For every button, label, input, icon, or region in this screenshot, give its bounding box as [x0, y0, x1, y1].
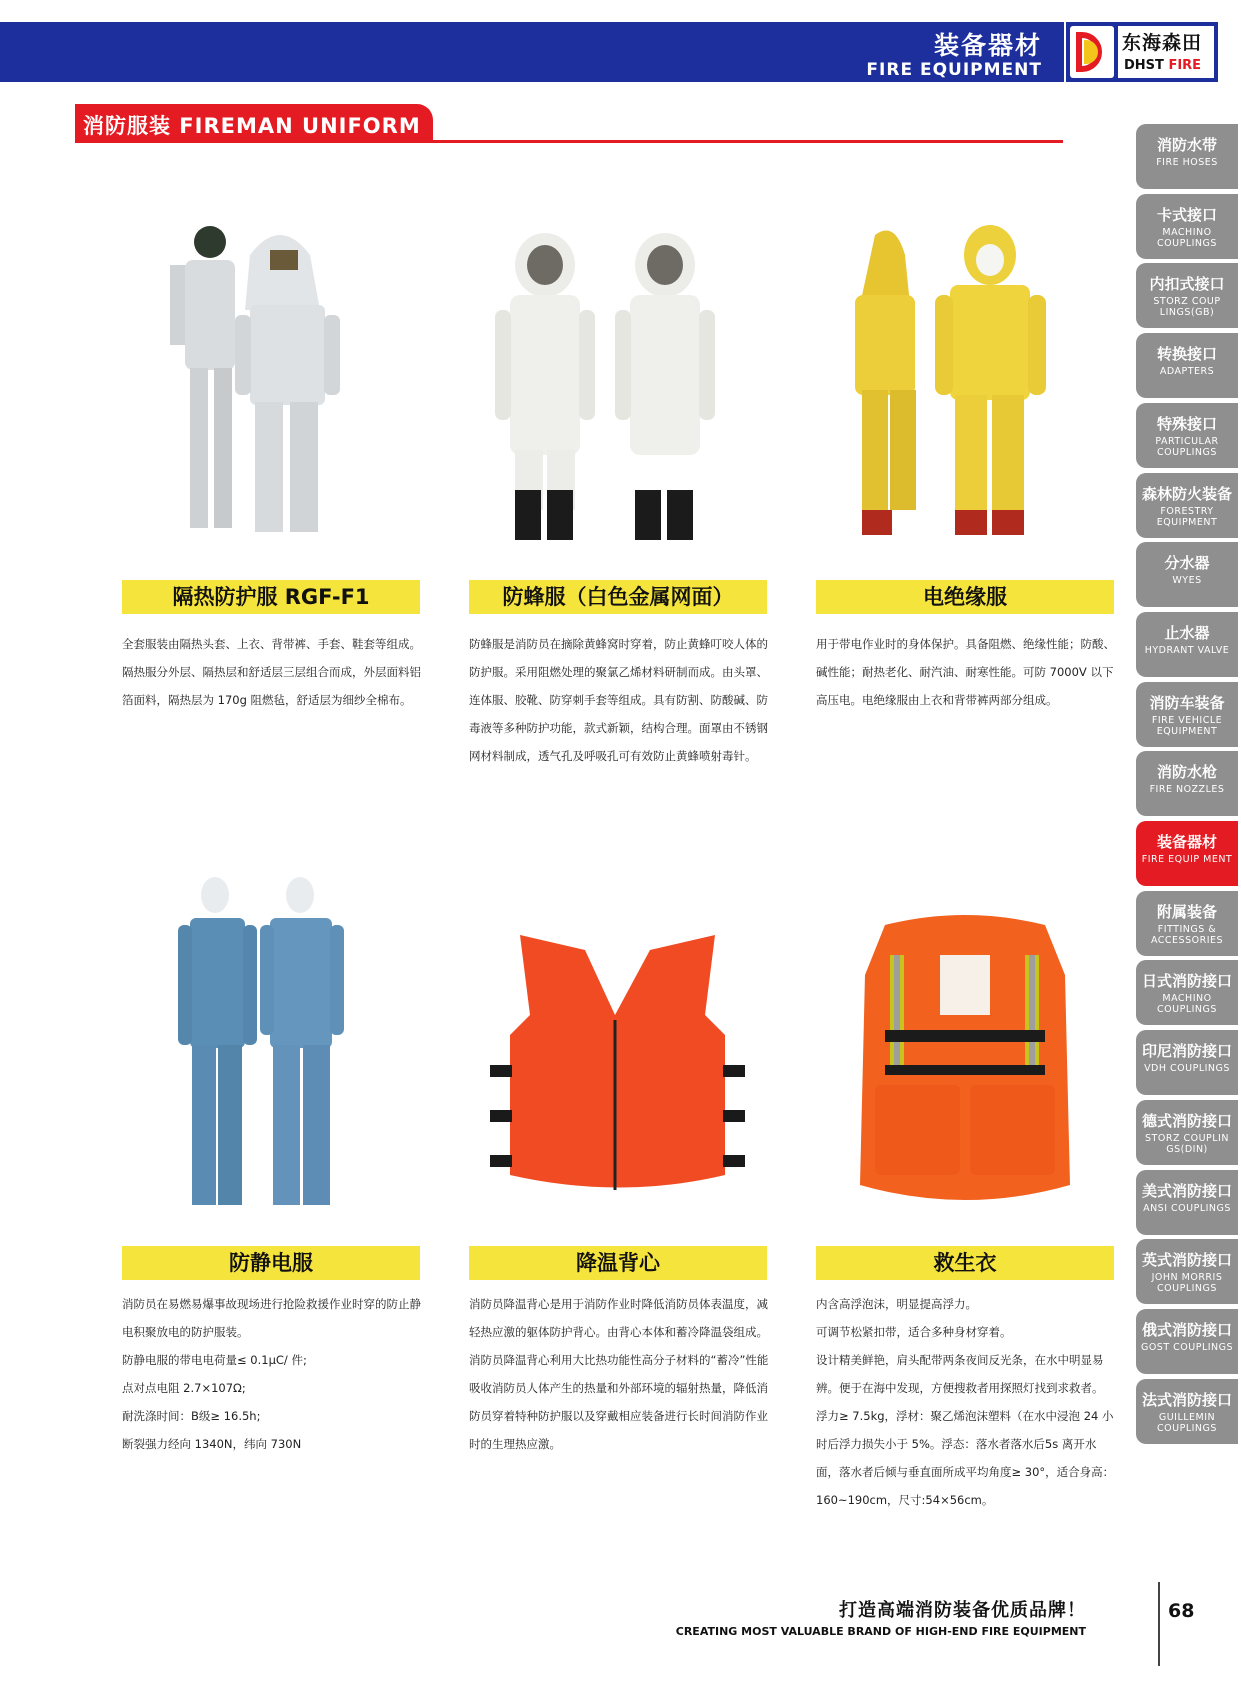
- section-divider: [75, 140, 1063, 143]
- sidebar-tab[interactable]: [1136, 124, 1238, 189]
- logo-name-en: [1124, 58, 1201, 73]
- desc-para: 内含高浮泡沫，明显提高浮力。: [816, 1297, 977, 1311]
- product-title-antistatic-suit: 防静电服: [122, 1246, 420, 1280]
- sidebar-tab-label-en: FITTINGS & ACCESSORIES: [1150, 924, 1224, 946]
- sidebar-tab-label-cn: 消防水枪: [1156, 763, 1217, 781]
- product-desc-cooling-vest: [469, 1290, 769, 1458]
- product-desc-insulation-suit: [816, 630, 1116, 714]
- desc-para: 断裂强力经向 1340N，纬向 730N: [122, 1437, 302, 1451]
- logo-mark-icon: [1070, 26, 1114, 78]
- sidebar-tab-label-cn: 转换接口: [1156, 345, 1217, 363]
- footer-slogan-cn: 打造高端消防装备优质品牌！: [839, 1600, 1086, 1621]
- product-desc-antistatic-suit: [122, 1290, 422, 1458]
- product-title-bee-suit: 防蜂服（白色金属网面）: [469, 580, 767, 614]
- product-desc-heat-suit: [122, 630, 422, 714]
- header-title-cn: 装备器材: [933, 31, 1042, 60]
- desc-para: 防静电服的带电电荷量≤ 0.1μC/ 件;: [122, 1353, 307, 1367]
- sidebar-tab-label-cn: 特殊接口: [1156, 415, 1217, 433]
- sidebar-tab[interactable]: [1136, 612, 1238, 677]
- desc-para: 消防员降温背心是用于消防作业时降低消防员体表温度，减轻热应激的躯体防护背心。由背心本体和蓄冷降温袋组成。消防员降温背心利用大比热功能性高分子材料的“蓄冷”性能吸收消防员人体产生的热量和外部环境的辐射热量，降低消防员穿着特种防护服以及穿戴相应装备进行长时间消防作业时的生理热应激。: [469, 1297, 769, 1451]
- sidebar-tab-label-cn: 附属装备: [1156, 903, 1217, 921]
- sidebar-tab-label-en: FIRE EQUIP MENT: [1141, 854, 1233, 865]
- desc-para: 消防员在易燃易爆事故现场进行抢险救援作业时穿的防止静电积聚放电的防护服装。: [122, 1297, 421, 1339]
- desc-para: 用于带电作业时的身体保护。具备阻燃、绝缘性能；防酸、碱性能；耐热老化、耐汽油、耐寒性能。可防 7000V 以下高压电。电绝缘服由上衣和背带裤两部分组成。: [816, 637, 1115, 707]
- sidebar-tab[interactable]: [1136, 473, 1238, 538]
- section-title-text: 消防服装 FIREMAN UNIFORM: [83, 114, 421, 138]
- sidebar-tab-label-cn: 分水器: [1164, 554, 1210, 572]
- sidebar-tab[interactable]: [1136, 194, 1238, 259]
- life-jacket-image: [845, 915, 1085, 1215]
- product-title-life-jacket: 救生衣: [816, 1246, 1114, 1280]
- sidebar-tab-label-en: VDH COUPLINGS: [1144, 1063, 1230, 1074]
- sidebar-tab[interactable]: [1136, 1100, 1238, 1165]
- sidebar-tab-label-cn: 日式消防接口: [1141, 972, 1232, 990]
- sidebar-tab-label-en: ANSI COUPLINGS: [1143, 1203, 1231, 1214]
- logo-name-en-b: FIRE: [1168, 58, 1202, 73]
- sidebar-tab[interactable]: [1136, 891, 1238, 956]
- sidebar-tab-label-cn: 俄式消防接口: [1141, 1321, 1232, 1339]
- product-title-heat-suit: 隔热防护服 RGF-F1: [122, 580, 420, 614]
- sidebar-tab[interactable]: [1136, 1379, 1238, 1444]
- sidebar-tab[interactable]: [1136, 1170, 1238, 1235]
- sidebar-tab-label-cn: 止水器: [1164, 624, 1210, 642]
- sidebar-tab-label-en: HYDRANT VALVE: [1144, 645, 1230, 656]
- desc-para: 防蜂服是消防员在摘除黄蜂窝时穿着，防止黄蜂叮咬人体的防护服。采用阻燃处理的聚氯乙烯材料研制而成。由头罩、连体服、胶靴、防穿刺手套等组成。具有防割、防酸碱、防毒液等多种防护功能，款式新颖，结构合理。面罩由不锈钢网材料制成，透气孔及呼吸孔可有效防止黄蜂喷射毒针。: [469, 637, 768, 763]
- product-desc-life-jacket: [816, 1290, 1116, 1514]
- sidebar-tab-label-en: GUILLEMIN COUPLINGS: [1157, 1412, 1217, 1434]
- sidebar-tab[interactable]: [1136, 333, 1238, 398]
- sidebar-tab-label-en: WYES: [1172, 575, 1202, 586]
- sidebar-tab[interactable]: [1136, 960, 1238, 1025]
- sidebar-tab-label-cn: 消防车装备: [1149, 694, 1225, 712]
- sidebar-tab-label-en: PARTICULAR COUPLINGS: [1155, 436, 1219, 458]
- sidebar-tab-label-en: STORZ COUP LINGS(GB): [1153, 296, 1221, 318]
- sidebar-tab[interactable]: [1136, 542, 1238, 607]
- footer-slogan-en: CREATING MOST VALUABLE BRAND OF HIGH-END FIRE EQUIPMENT: [675, 1625, 1086, 1638]
- desc-para: 全套服装由隔热头套、上衣、背带裤、手套、鞋套等组成。隔热服分外层、隔热层和舒适层三层组合而成，外层面料铝箔面料，隔热层为 170g 阻燃毡，舒适层为细纱全棉布。: [122, 637, 421, 707]
- sidebar-tab-label-en: GOST COUPLINGS: [1140, 1342, 1234, 1353]
- sidebar-tab-label-cn: 法式消防接口: [1141, 1391, 1232, 1409]
- product-desc-bee-suit: [469, 630, 769, 770]
- header-title-en: FIRE EQUIPMENT: [866, 60, 1042, 80]
- cooling-vest-image: [490, 925, 745, 1205]
- desc-para: 可调节松紧扣带，适合多种身材穿着。: [816, 1325, 1012, 1339]
- desc-para: 浮力≥ 7.5kg，浮材：聚乙烯泡沫塑料（在水中浸泡 24 小时后浮力损失小于 5%。浮态：落水者落水后5s 离开水面，落水者后倾与垂直面所成平均角度≥ 30°，适合身高：160~190cm，尺寸:54×56cm。: [816, 1409, 1115, 1507]
- sidebar-tab[interactable]: [1136, 1239, 1238, 1304]
- logo-text-box: [1118, 26, 1214, 78]
- sidebar-tab-label-en: MACHINO COUPLINGS: [1157, 227, 1217, 249]
- sidebar-tab-label-en: JOHN MORRIS COUPLINGS: [1151, 1272, 1223, 1294]
- sidebar-tab[interactable]: [1136, 1309, 1238, 1374]
- heat-suit-image: [150, 220, 350, 550]
- header-bar: [0, 22, 1064, 82]
- sidebar-tab-label-en: FIRE NOZZLES: [1149, 784, 1225, 795]
- sidebar-tab-label-cn: 美式消防接口: [1141, 1182, 1232, 1200]
- sidebar-tab-label-en: ADAPTERS: [1159, 366, 1215, 377]
- sidebar-tab-label-cn: 印尼消防接口: [1141, 1042, 1232, 1060]
- sidebar-tab-label-en: MACHINO COUPLINGS: [1157, 993, 1217, 1015]
- brand-logo: [1066, 22, 1218, 82]
- sidebar-tab-label-en: STORZ COUPLIN GS(DIN): [1145, 1133, 1229, 1155]
- page-number: 68: [1168, 1600, 1195, 1622]
- product-title-cooling-vest: 降温背心: [469, 1246, 767, 1280]
- sidebar-tab[interactable]: [1136, 682, 1238, 747]
- footer-divider: [1158, 1582, 1160, 1666]
- sidebar-tab-label-cn: 德式消防接口: [1141, 1112, 1232, 1130]
- sidebar-tab-label-cn: 消防水带: [1156, 136, 1217, 154]
- product-title-insulation-suit: 电绝缘服: [816, 580, 1114, 614]
- sidebar-tab[interactable]: [1136, 263, 1238, 328]
- logo-name-en-a: DHST: [1124, 58, 1164, 73]
- bee-suit-image: [485, 220, 725, 550]
- section-title: [75, 104, 433, 142]
- sidebar-tab-label-cn: 内扣式接口: [1149, 275, 1225, 293]
- sidebar-tab-label-cn: 卡式接口: [1156, 206, 1217, 224]
- antistatic-suit-image: [170, 870, 350, 1220]
- desc-para: 设计精美鲜艳，肩头配带两条夜间反光条，在水中明显易辨。便于在海中发现，方便搜救者用探照灯找到求救者。: [816, 1353, 1104, 1395]
- sidebar-tab-label-en: FIRE HOSES: [1156, 157, 1218, 168]
- desc-para: 耐洗涤时间：B级≥ 16.5h;: [122, 1409, 261, 1423]
- desc-para: 点对点电阻 2.7×107Ω;: [122, 1381, 246, 1395]
- sidebar-tab-label-cn: 装备器材: [1156, 833, 1217, 851]
- sidebar-tab-label-en: FORESTRY EQUIPMENT: [1156, 506, 1218, 528]
- sidebar-tab-label-cn: 森林防火装备: [1141, 485, 1232, 503]
- sidebar-tab[interactable]: [1136, 751, 1238, 816]
- logo-name-cn: 东海森田: [1122, 32, 1203, 54]
- sidebar-tab[interactable]: [1136, 821, 1238, 886]
- sidebar-tab-label-cn: 英式消防接口: [1141, 1251, 1232, 1269]
- insulation-suit-image: [840, 225, 1070, 545]
- sidebar-tab-label-en: FIRE VEHICLE EQUIPMENT: [1151, 715, 1223, 737]
- sidebar-tab[interactable]: [1136, 403, 1238, 468]
- sidebar-tab[interactable]: [1136, 1030, 1238, 1095]
